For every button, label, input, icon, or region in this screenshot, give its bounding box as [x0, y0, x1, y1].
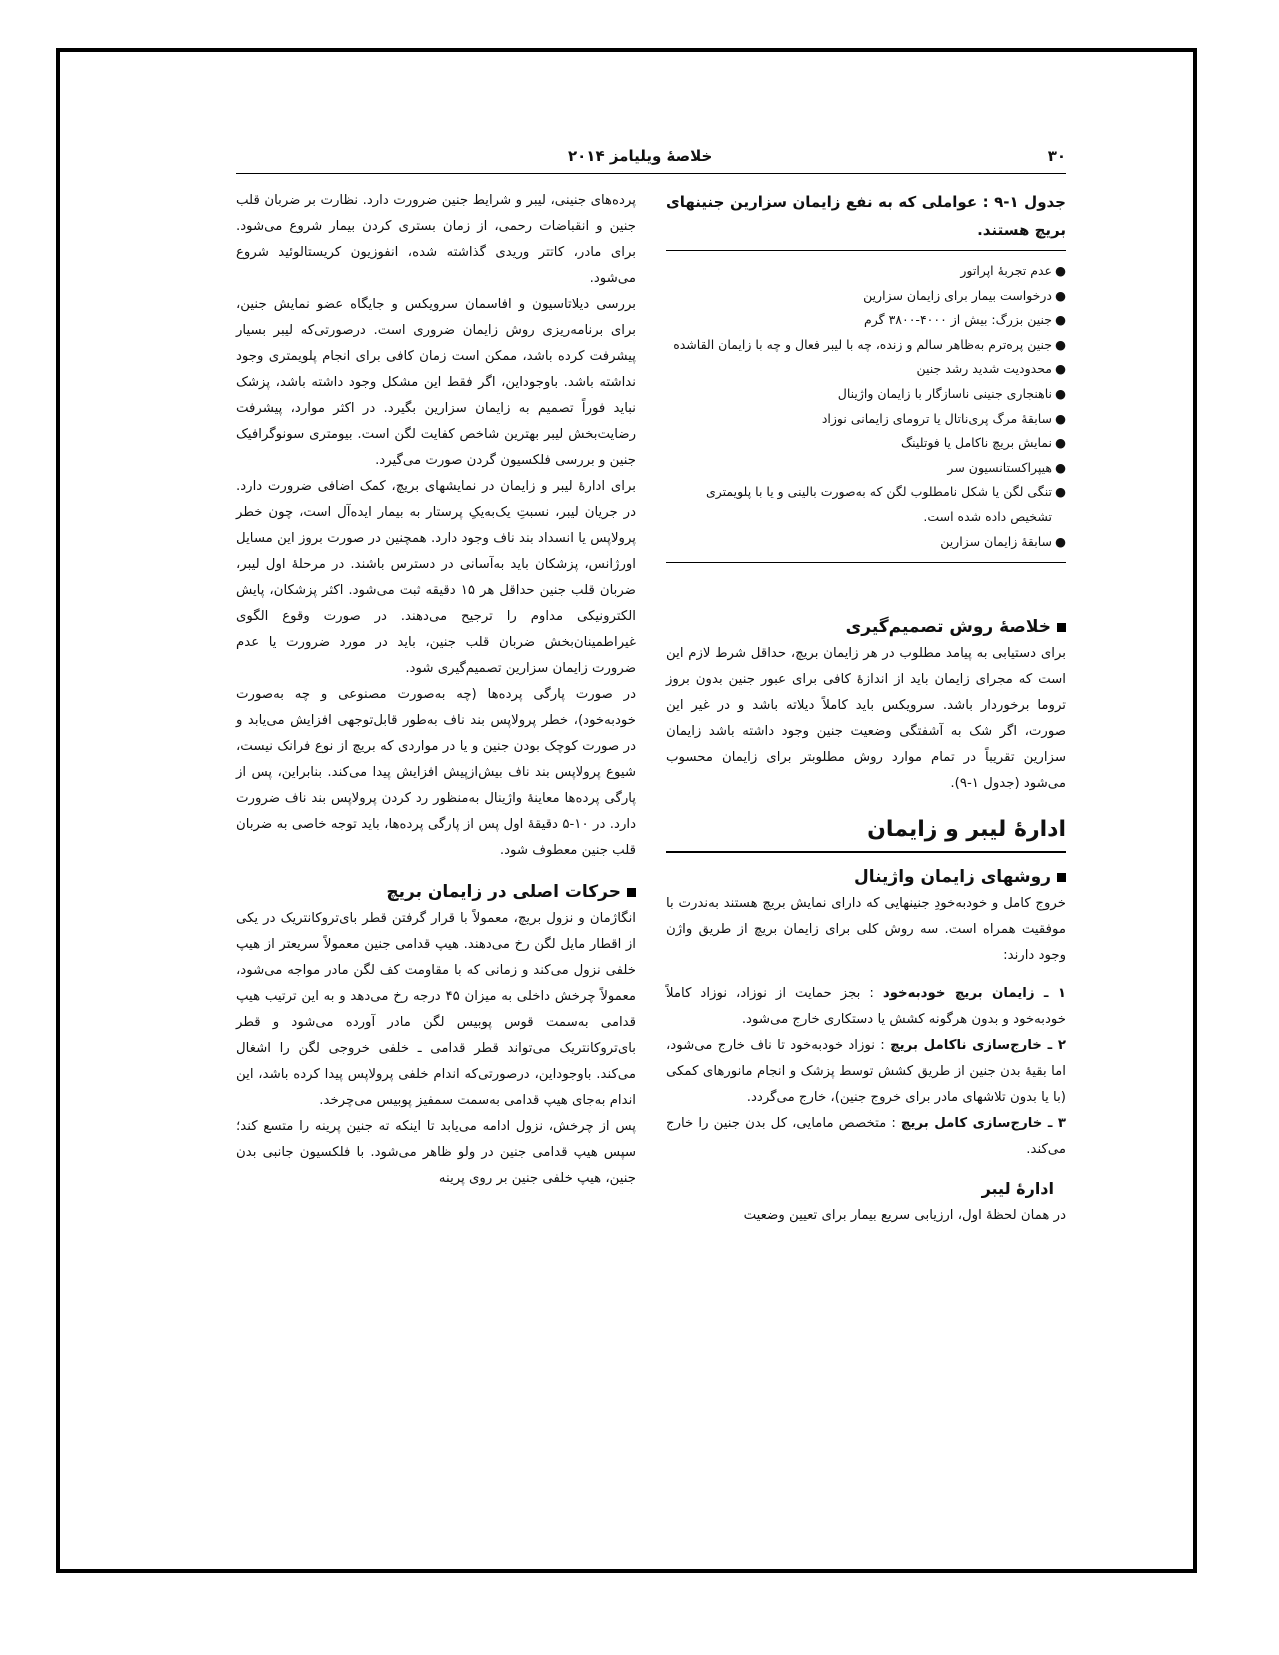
section-heading: خلاصهٔ روش تصمیم‌گیری [666, 613, 1066, 641]
paragraph: برای دستیابی به پیامد مطلوب در هر زایمان بریچ، حداقل شرط لازم این است که مجرای زایمان باید از اندازهٔ کافی برای عبور جنین بدون بروز تروما برخوردار باشد. سرویکس باید کاملاً دیلاته باشد و در غیر این صورت، اگر شک به آشفتگی وضعیت جنین وجود داشته باشد زایمان سزارین تقریباً در تمام موارد روش مطلوبتر برای زایمان محسوب می‌شود (جدول ۱-۹). [666, 646, 1066, 792]
paragraph: برای ادارهٔ لیبر و زایمان در نمایشهای بریچ، کمک اضافی ضرورت دارد. در جریان لیبر، نسبتِ یک‌به‌یکِ پرستار به بیمار ایده‌آل است، چون خطر پرولاپس یا انسداد بند ناف وجود دارد. همچنین در صورت بروز این مسایل اورژانس، پزشکان باید به‌آسانی در دسترس باشند. در مرحلهٔ اول لیبر، ضربان قلب جنین حداقل هر ۱۵ دقیقه ثبت می‌شود. اکثر پزشکان، پایش الکترونیکی مداوم را ترجیح می‌دهند. در صورت وقوع الگوی غیراطمینان‌بخش ضربان قلب جنین، باید در مورد ضرورت یا عدم ضرورت زایمان سزارین تصمیم‌گیری شود. [236, 479, 636, 676]
bullet-icon: ● [1055, 385, 1066, 401]
paragraph: خروج کامل و خودبه‌خودِ جنینهایی که دارای نمایش بریچ هستند به‌ندرت با موفقیت همراه است. سه روش کلی برای زایمان بریچ از طریق واژن وجود دارند: [666, 896, 1066, 964]
list-item: ● سابقهٔ زایمان سزارین [666, 530, 1066, 555]
paragraph: پرده‌های جنینی، لیبر و شرایط جنین ضرورت دارد. نظارت بر ضربان قلب جنین و انقباضات رحمی، از زمان بستری کردن بیمار شروع می‌شود. برای مادر، کاتتر وریدی گذاشته شده، انفوزیون کریستالوئید شروع می‌شود. [236, 193, 636, 286]
list-item: ● تنگی لگن یا شکل نامطلوب لگن که به‌صورت بالینی و یا با پلویمتری تشخیص داده شده است. [666, 480, 1066, 529]
list-item: ● هیپراکستانسیون سر [666, 456, 1066, 481]
section-heading: حرکات اصلی در زایمان بریچ [236, 878, 636, 906]
list-item: ● درخواست بیمار برای زایمان سزارین [666, 284, 1066, 309]
bullet-icon: ● [1055, 336, 1066, 352]
table-list [666, 259, 1066, 554]
chapter-heading-rule [666, 851, 1066, 853]
method-title: ۱ ـ زایمان بریچ خودبه‌خود [882, 986, 1066, 1002]
paragraph: در همان لحظهٔ اول، ارزیابی سریع بیمار برای تعیین وضعیت [743, 1208, 1066, 1224]
chapter-heading: ادارهٔ لیبر و زایمان [867, 817, 1066, 843]
bullet-icon: ● [1055, 312, 1066, 328]
header-rule [236, 173, 1066, 174]
method-title: ۲ ـ خارج‌سازی ناکامل بریچ [890, 1038, 1066, 1054]
square-bullet-icon [627, 888, 636, 897]
paragraph: پس از چرخش، نزول ادامه می‌یابد تا اینکه ته جنین پرینه را متسع کند؛ سپس هیپ قدامی جنین در ولو ظاهر می‌شود. با فلکسیون جانبی بدن جنین، هیپ خلفی جنین بر روی پرینه [236, 1119, 636, 1186]
bullet-icon: ● [1055, 533, 1066, 549]
page-number: ۳۰ [1047, 147, 1066, 165]
running-title: خلاصهٔ ویلیامز ۲۰۱۴ [568, 147, 713, 165]
bullet-icon: ● [1055, 263, 1066, 278]
bullet-icon: ● [1055, 484, 1066, 500]
table-title: جدول ۱-۹ : عواملی که به نفع زایمان سزارین جنینهای بریچ هستند. [666, 193, 1066, 239]
list-item: ● ناهنجاری جنینی ناسازگار با زایمان واژینال [666, 382, 1066, 407]
paragraph: انگاژمان و نزول بریچ، معمولاً با قرار گرفتن قطر بای‌تروکانتریک در یکی از اقطار مایل لگن رخ می‌دهند. هیپ قدامی جنین معمولاً سریعتر از هیپ خلفی نزول می‌کند و زمانی که با مقاومت کف لگن مادر مواجه می‌شود، معمولاً چرخش داخلی به میزان ۴۵ درجه رخ می‌دهد و به این ترتیب هیپ قدامی به‌سمت قوس پوبیس لگن مادر آورده می‌شود و قطر بای‌تروکانتریک می‌تواند قطر قدامی ـ خلفی خروجی لگن را اشغال می‌کند. باوجوداین، درصورتی‌که اندام خلفی پرولاپس پیدا کرده باشد، این اندام به‌جای هیپ قدامی به‌سمت سمفیز پوبیس می‌چرخد. [236, 911, 636, 1108]
list-item: ● سابقهٔ مرگ پری‌ناتال یا ترومای زایمانی نوزاد [666, 407, 1066, 432]
list-item: ● نمایش بریچ ناکامل یا فوتلینگ [666, 431, 1066, 456]
method-item: ۱ ـ زایمان بریچ خودبه‌خود : بجز حمایت از نوزاد، نوزاد کاملاً خودبه‌خود و بدون هرگونه کشش یا دستکاری خارج می‌شود. [666, 986, 1066, 1028]
square-bullet-icon [1057, 623, 1066, 632]
method-item: ۳ ـ خارج‌سازی کامل بریچ : متخصص مامایی، کل بدن جنین را خارج می‌کند. [666, 1116, 1067, 1158]
bullet-icon: ● [1055, 361, 1066, 377]
table-top-rule [666, 250, 1066, 251]
square-bullet-icon [1057, 873, 1066, 882]
list-item: ● محدودیت شدید رشد جنین [666, 357, 1066, 382]
left-column [236, 188, 636, 1192]
list-item: ● جنین پره‌ترم به‌ظاهر سالم و زنده، چه با لیبر فعال و چه با زایمان القاشده [666, 333, 1066, 358]
paragraph: در صورت پارگی پرده‌ها (چه به‌صورت مصنوعی و چه به‌صورت خودبه‌خود)، خطر پرولاپس بند ناف به‌طور قابل‌توجهی افزایش می‌یابد و در صورت کوچک بودن جنین و یا در مواردی که بریچ از نوع فرانک نیست، شیوع پرولاپس بند ناف بیش‌ازپیش افزایش پیدا می‌کند. بنابراین، پس از پارگی پرده‌ها معاینهٔ واژینال به‌منظور رد کردن پرولاپس بند ناف ضرورت دارد. در ۱۰-۵ دقیقهٔ اول پس از پارگی پرده‌ها، باید توجه خاصی به ضربان قلب جنین معطوف شود. [236, 687, 636, 858]
bullet-icon: ● [1055, 287, 1066, 303]
bullet-icon: ● [1055, 410, 1066, 426]
section-heading: روشهای زایمان واژینال [666, 863, 1066, 891]
bullet-icon: ● [1055, 435, 1066, 451]
paragraph: بررسی دیلاتاسیون و افاسمان سرویکس و جایگاه عضو نمایش جنین، برای برنامه‌ریزی روش زایمان ضروری است. درصورتی‌که لیبر بسیار پیشرفت کرده باشد، ممکن است زمان کافی برای انجام پلویمتری وجود نداشته باشد. باوجوداین، اگر فقط این مشکل وجود داشته باشد، پزشک نباید فوراً تصمیم به زایمان سزارین بگیرد. در اکثر موارد، پیشرفت رضایت‌بخش لیبر بهترین شاخص کفایت لگن است. بیومتری سونوگرافیک جنین و بررسی فلکسیون گردن صورت می‌گیرد. [236, 297, 636, 468]
method-title: ۳ ـ خارج‌سازی کامل بریچ [900, 1116, 1067, 1132]
bullet-icon: ● [1055, 459, 1066, 475]
method-item: ۲ ـ خارج‌سازی ناکامل بریچ : نوزاد خودبه‌خود تا ناف خارج می‌شود، اما بقیهٔ بدن جنین از طریق کشش توسط پزشک و انجام مانورهای کمکی (با یا بدون تلاشهای مادر برای خروج جنین)، خارج می‌گردد. [666, 1038, 1066, 1106]
list-item: ● جنین بزرگ: بیش از ۴۰۰۰-۳۸۰۰ گرم [666, 308, 1066, 333]
page-header [236, 143, 1066, 177]
list-item: ● عدم تجربهٔ اپراتور [666, 259, 1066, 284]
right-column [666, 188, 1066, 1229]
subsection-heading: ادارهٔ لیبر [981, 1179, 1054, 1199]
